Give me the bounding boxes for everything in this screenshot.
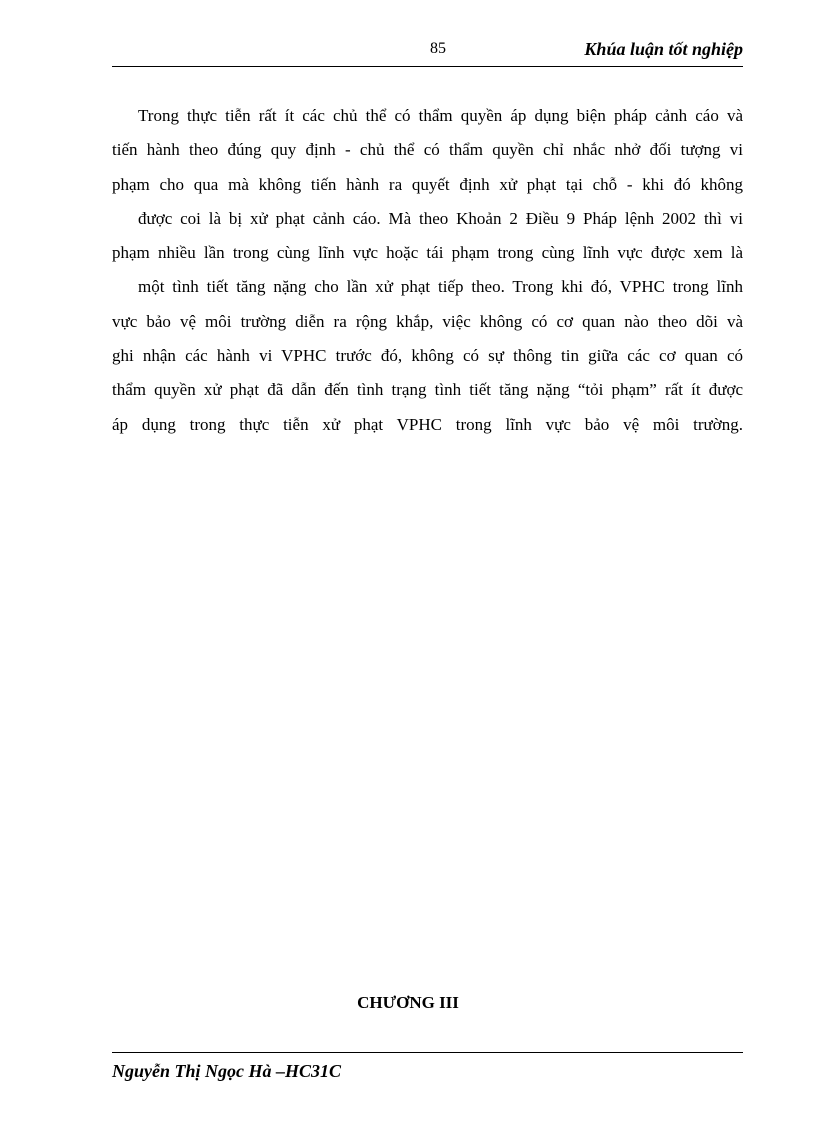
text-line-1: Trong thực tiễn rất ít các chủ thể có thẩm quyền áp dụng biện pháp cảnh cáo và bbox=[138, 106, 743, 125]
text-line-7: vực bảo vệ môi trường diễn ra rộng khắp, việc không có cơ quan nào theo dõi và bbox=[112, 311, 743, 331]
text-line-10: áp dụng trong thực tiễn xử phạt VPHC trong lĩnh vực bảo vệ môi trường. bbox=[112, 414, 743, 434]
header-title: Khúa luận tốt nghiệp bbox=[584, 39, 743, 59]
footer-rule bbox=[112, 1052, 743, 1053]
page-header bbox=[112, 36, 743, 67]
text-line-8: ghi nhận các hành vi VPHC trước đó, không có sự thông tin giữa các cơ quan có bbox=[112, 346, 743, 366]
text-line-5: phạm nhiều lần trong cùng lĩnh vực hoặc tái phạm trong cùng lĩnh vực được xem là bbox=[112, 243, 743, 263]
body-paragraph bbox=[112, 99, 743, 442]
page-number: 85 bbox=[430, 40, 446, 57]
text-line-6: một tình tiết tăng nặng cho lần xử phạt tiếp theo. Trong khi đó, VPHC trong lĩnh bbox=[138, 277, 743, 297]
text-line-2: tiến hành theo đúng quy định - chủ thể có thẩm quyền chỉ nhắc nhở đối tượng vi bbox=[112, 140, 743, 160]
chapter-heading: CHƯƠNG III bbox=[357, 993, 459, 1012]
text-line-3: phạm cho qua mà không tiến hành ra quyết định xử phạt tại chỗ - khi đó không bbox=[112, 174, 743, 194]
text-line-9: thẩm quyền xử phạt đã dẫn đến tình trạng tình tiết tăng nặng “tỏi phạm” rất ít được bbox=[112, 380, 743, 400]
footer-author: Nguyễn Thị Ngọc Hà –HC31C bbox=[112, 1061, 342, 1081]
text-line-4: được coi là bị xử phạt cảnh cáo. Mà theo Khoản 2 Điều 9 Pháp lệnh 2002 thì vi bbox=[138, 208, 743, 228]
